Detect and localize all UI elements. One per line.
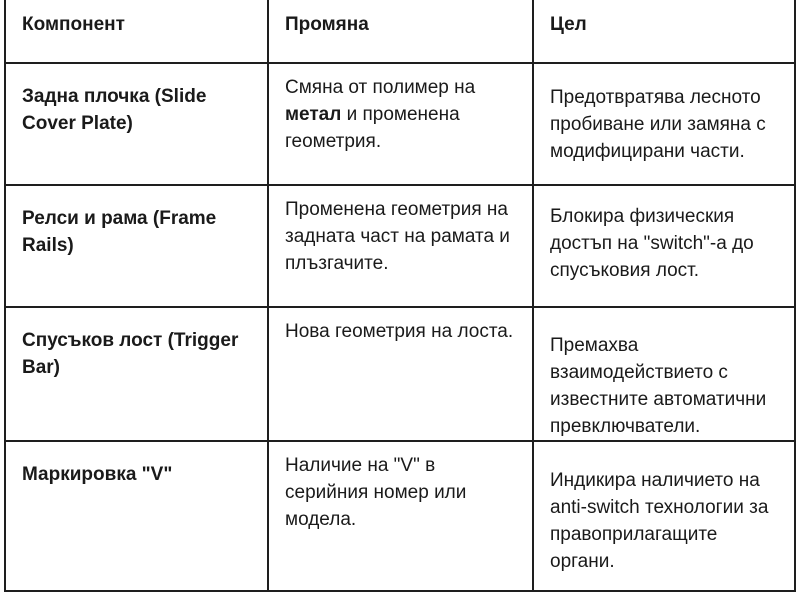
header-goal: Цел (533, 0, 795, 63)
change-text: Нова геометрия на лоста. (285, 321, 514, 342)
header-change: Промяна (268, 0, 533, 63)
component-cell (5, 441, 268, 591)
change-cell (268, 63, 533, 185)
change-text-end: и променена геометрия. (285, 104, 460, 152)
goal-text: Индикира наличието на anti-switch технологии за правоприлагащите органи. (550, 470, 769, 572)
change-cell (268, 307, 533, 441)
header-row (5, 0, 795, 63)
component-cell (5, 307, 268, 441)
component-name: Спусъков лост (Trigger Bar) (22, 330, 239, 378)
change-text (269, 64, 532, 155)
comparison-table (4, 0, 796, 592)
goal-cell (533, 63, 795, 185)
component-name: Маркировка "V" (22, 464, 173, 485)
goal-text: Блокира физическия достъп на "switch"-а до спусъковия лост. (550, 206, 754, 281)
goal-cell (533, 307, 795, 441)
goal-text: Предотвратява лесното пробиване или замяна с модифицирани части. (550, 87, 766, 162)
goal-text: Премахва взаимодействието с известните автоматични превключватели. (550, 335, 767, 437)
change-text-start: Смяна от полимер на (285, 77, 476, 98)
component-name: Релси и рама (Frame Rails) (22, 208, 217, 256)
change-text: Променена геометрия на задната част на рамата и плъзгачите. (285, 199, 510, 274)
goal-cell (533, 185, 795, 307)
change-text-bold: метал (285, 104, 342, 125)
component-cell (5, 63, 268, 185)
table-row (5, 63, 795, 185)
change-text: Наличие на "V" в серийния номер или модела. (285, 455, 467, 530)
goal-cell (533, 441, 795, 591)
component-cell (5, 185, 268, 307)
table-row (5, 307, 795, 441)
table-row (5, 441, 795, 591)
change-cell (268, 441, 533, 591)
component-name: Задна плочка (Slide Cover Plate) (22, 86, 207, 134)
table-row (5, 185, 795, 307)
change-cell (268, 185, 533, 307)
header-component: Компонент (5, 0, 268, 63)
